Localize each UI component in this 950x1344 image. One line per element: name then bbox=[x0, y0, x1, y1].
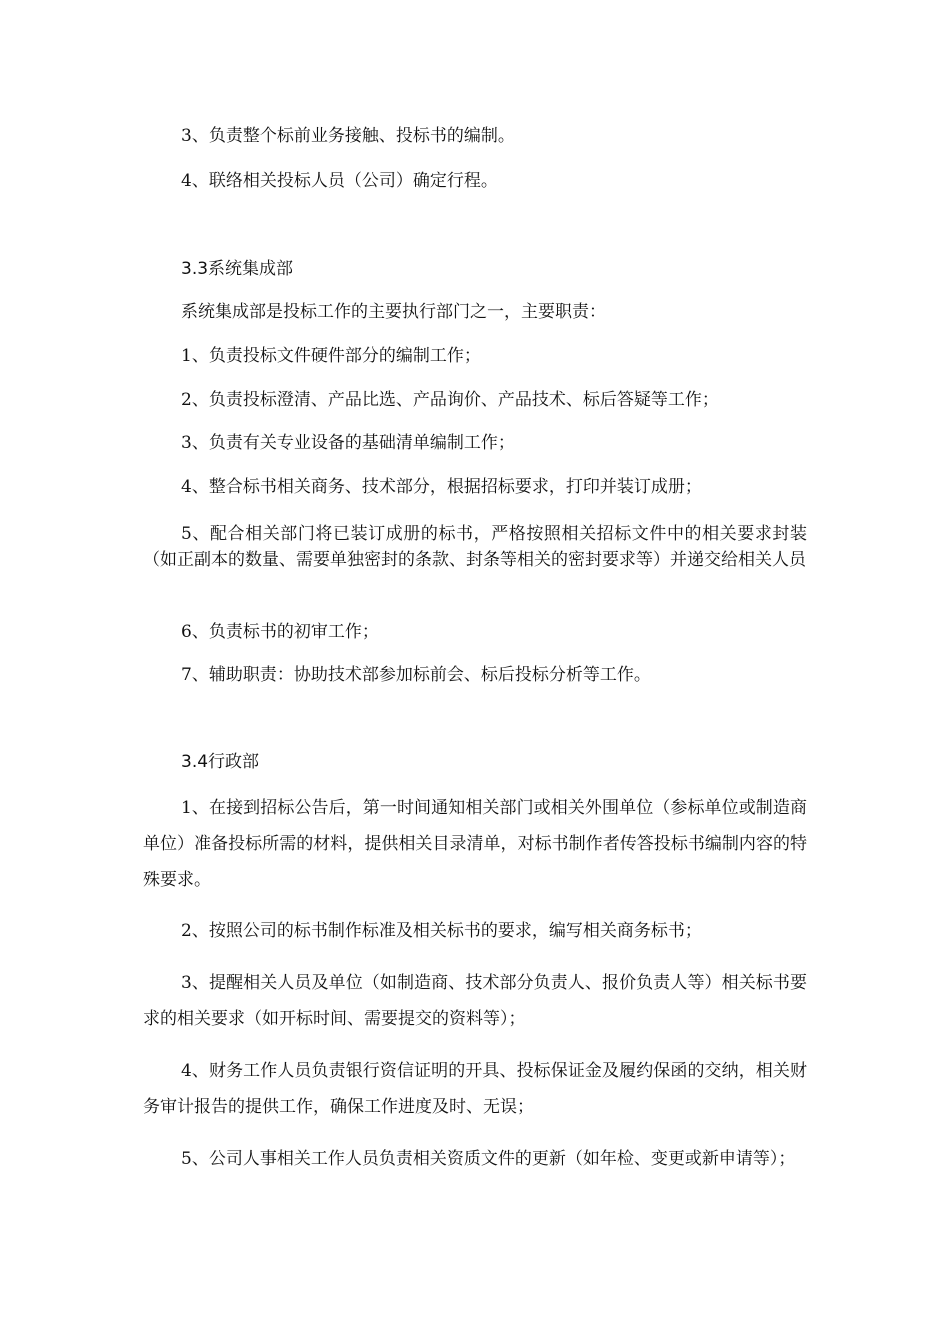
section-3-3-item-7: 7、辅助职责：协助技术部参加标前会、标后投标分析等工作。 bbox=[181, 665, 651, 685]
section-3-3-item-2: 2、负责投标澄清、产品比选、产品询价、产品技术、标后答疑等工作； bbox=[181, 390, 719, 410]
section-3-4-item-2: 2、按照公司的标书制作标准及相关标书的要求，编写相关商务标书； bbox=[181, 921, 702, 941]
section-3-4-item-1: 1、在接到招标公告后，第一时间通知相关部门或相关外围单位（参标单位或制造商单位）准备投标所需的材料，提供相关目录清单，对标书制作者传答投标书编制内容的特殊要求。 bbox=[143, 798, 807, 890]
section-3-4-item-5: 5、公司人事相关工作人员负责相关资质文件的更新（如年检、变更或新申请等）； bbox=[181, 1149, 796, 1169]
section-heading-3-4: 3.4行政部 bbox=[181, 752, 260, 772]
section-3-3-item-6: 6、负责标书的初审工作； bbox=[181, 622, 379, 642]
section-3-3-item-1: 1、负责投标文件硬件部分的编制工作； bbox=[181, 346, 481, 366]
paragraph-prev-item-4: 4、联络相关投标人员（公司）确定行程。 bbox=[181, 171, 498, 191]
section-3-3-item-5: 5、配合相关部门将已装订成册的标书，严格按照相关招标文件中的相关要求封装（如正副本的数量、需要单独密封的条款、封条等相关的密封要求等）并递交给相关人员 bbox=[143, 524, 807, 570]
section-heading-3-3: 3.3系统集成部 bbox=[181, 259, 294, 279]
section-3-4-item-4: 4、财务工作人员负责银行资信证明的开具、投标保证金及履约保函的交纳，相关财务审计报告的提供工作，确保工作进度及时、无误； bbox=[143, 1061, 807, 1117]
section-3-4-item-3: 3、提醒相关人员及单位（如制造商、技术部分负责人、报价负责人等）相关标书要求的相关要求（如开标时间、需要提交的资料等）； bbox=[143, 973, 807, 1029]
section-3-3-item-4: 4、整合标书相关商务、技术部分，根据招标要求，打印并装订成册； bbox=[181, 477, 702, 497]
paragraph-prev-item-3: 3、负责整个标前业务接触、投标书的编制。 bbox=[181, 126, 515, 146]
section-3-3-item-3: 3、负责有关专业设备的基础清单编制工作； bbox=[181, 433, 515, 453]
section-3-3-intro: 系统集成部是投标工作的主要执行部门之一，主要职责： bbox=[181, 302, 606, 322]
